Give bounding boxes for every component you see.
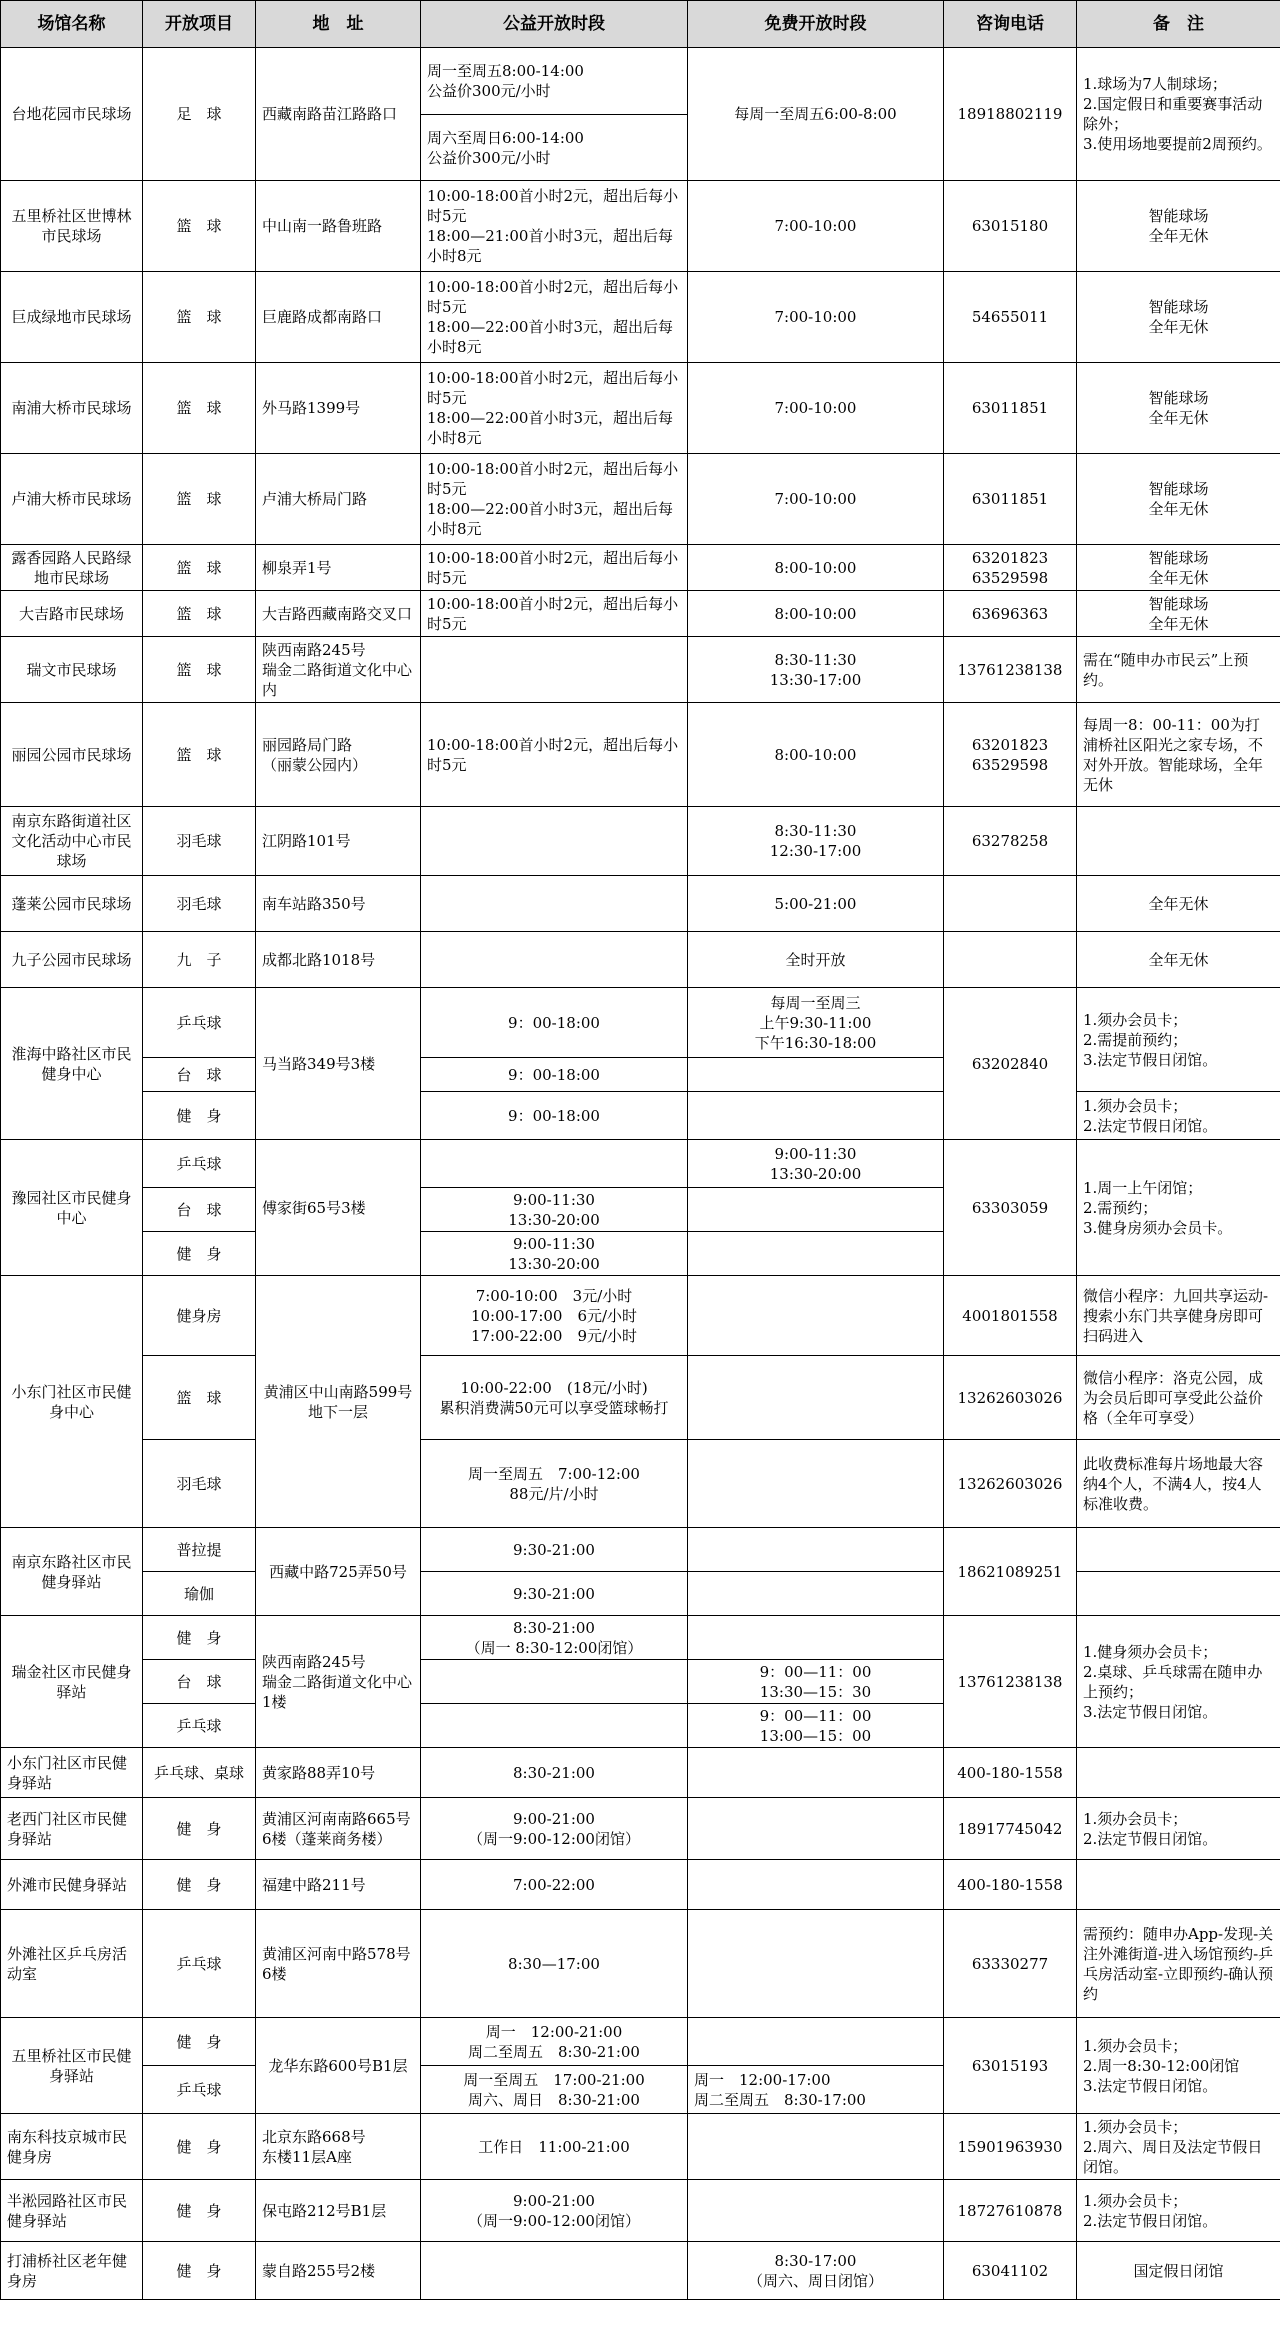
public-hours <box>421 637 688 703</box>
venue-name: 露香园路人民路绿地市民球场 <box>1 545 143 591</box>
public-hours: 9:00-11:30 13:30-20:00 <box>421 1232 688 1276</box>
table-row <box>1 2242 1280 2300</box>
address: 陕西南路245号 瑞金二路街道文化中心内 <box>256 637 421 703</box>
free-hours: 7:00-10:00 <box>688 272 944 363</box>
address: 龙华东路600号B1层 <box>256 2018 421 2114</box>
table-row <box>1 1572 1280 1616</box>
phone: 18918802119 <box>944 48 1077 181</box>
phone: 63041102 <box>944 2242 1077 2300</box>
open-item: 台 球 <box>143 1660 256 1704</box>
venue-name: 淮海中路社区市民健身中心 <box>1 988 143 1140</box>
public-hours: 10:00-18:00首小时2元，超出后每小时5元 18:00—22:00首小时3元，超出后每小时8元 <box>421 454 688 545</box>
open-item: 乒乓球 <box>143 1910 256 2018</box>
open-item: 健 身 <box>143 1232 256 1276</box>
phone: 18917745042 <box>944 1798 1077 1860</box>
address: 黄浦区中山南路599号地下一层 <box>256 1276 421 1528</box>
address: 西藏南路苗江路路口 <box>256 48 421 181</box>
table-row <box>1 932 1280 988</box>
notes-empty <box>1077 1748 1280 1798</box>
public-hours: 10:00-18:00首小时2元，超出后每小时5元 18:00—22:00首小时3元，超出后每小时8元 <box>421 272 688 363</box>
public-hours: 8:30-21:00 （周一 8:30-12:00闭馆） <box>421 1616 688 1660</box>
notes: 微信小程序：九回共享运动-搜索小东门共享健身房即可扫码进入 <box>1077 1276 1280 1356</box>
notes: 每周一8：00-11：00为打浦桥社区阳光之家专场，不对外开放。智能球场，全年无休 <box>1077 703 1280 807</box>
header-notes: 备 注 <box>1077 1 1280 48</box>
phone: 15901963930 <box>944 2114 1077 2180</box>
free-hours-empty <box>688 1860 944 1910</box>
notes: 需在“随申办市民云”上预约。 <box>1077 637 1280 703</box>
open-item: 台 球 <box>143 1058 256 1092</box>
public-hours: 10:00-18:00首小时2元，超出后每小时5元 18:00—22:00首小时3元，超出后每小时8元 <box>421 363 688 454</box>
free-hours-empty <box>688 1616 944 1660</box>
open-item: 羽毛球 <box>143 876 256 932</box>
phone: 63330277 <box>944 1910 1077 2018</box>
address: 马当路349号3楼 <box>256 988 421 1140</box>
open-item: 足 球 <box>143 48 256 181</box>
open-item: 瑜伽 <box>143 1572 256 1616</box>
phone: 13262603026 <box>944 1356 1077 1440</box>
header-open-item: 开放项目 <box>143 1 256 48</box>
address: 蒙自路255号2楼 <box>256 2242 421 2300</box>
venue-name: 瑞金社区市民健身驿站 <box>1 1616 143 1748</box>
open-item: 健 身 <box>143 2180 256 2242</box>
header-phone: 咨询电话 <box>944 1 1077 48</box>
phone: 63015180 <box>944 181 1077 272</box>
notes: 全年无休 <box>1077 932 1280 988</box>
free-hours: 9：00—11：00 13:30—15：30 <box>688 1660 944 1704</box>
free-hours-empty <box>688 1092 944 1140</box>
address: 中山南一路鲁班路 <box>256 181 421 272</box>
phone: 4001801558 <box>944 1276 1077 1356</box>
venue-name: 台地花园市民球场 <box>1 48 143 181</box>
public-hours <box>421 932 688 988</box>
phone: 54655011 <box>944 272 1077 363</box>
table-row <box>1 272 1280 363</box>
public-hours: 7:00-10:00 3元/小时 10:00-17:00 6元/小时 17:00-22:00 9元/小时 <box>421 1276 688 1356</box>
phone: 63011851 <box>944 454 1077 545</box>
phone: 400-180-1558 <box>944 1860 1077 1910</box>
table-row <box>1 181 1280 272</box>
free-hours-empty <box>688 1440 944 1528</box>
table-row <box>1 2180 1280 2242</box>
open-item: 羽毛球 <box>143 1440 256 1528</box>
phone: 13761238138 <box>944 637 1077 703</box>
public-hours: 10:00-18:00首小时2元，超出后每小时5元 <box>421 703 688 807</box>
address: 黄浦区河南中路578号6楼 <box>256 1910 421 2018</box>
free-hours: 9:00-11:30 13:30-20:00 <box>688 1140 944 1188</box>
address: 傅家街65号3楼 <box>256 1140 421 1276</box>
free-hours-empty <box>688 1058 944 1092</box>
public-hours-empty <box>421 1704 688 1748</box>
address: 江阴路101号 <box>256 807 421 876</box>
public-hours-empty <box>421 1660 688 1704</box>
free-hours-empty <box>688 1276 944 1356</box>
public-hours: 工作日 11:00-21:00 <box>421 2114 688 2180</box>
free-hours: 每周一至周三 上午9:30-11:00 下午16:30-18:00 <box>688 988 944 1058</box>
table-row <box>1 2018 1280 2066</box>
free-hours-empty <box>688 1748 944 1798</box>
address: 柳泉弄1号 <box>256 545 421 591</box>
public-hours: 9：00-18:00 <box>421 1058 688 1092</box>
venue-name: 瑞文市民球场 <box>1 637 143 703</box>
notes: 此收费标准每片场地最大容纳4个人，不满4人，按4人标准收费。 <box>1077 1440 1280 1528</box>
address: 南车站路350号 <box>256 876 421 932</box>
address: 大吉路西藏南路交叉口 <box>256 591 421 637</box>
venue-name: 南京东路社区市民健身驿站 <box>1 1528 143 1616</box>
table-row <box>1 1748 1280 1798</box>
free-hours-empty <box>688 2180 944 2242</box>
phone: 63201823 63529598 <box>944 703 1077 807</box>
table-row <box>1 1092 1280 1140</box>
free-hours: 每周一至周五6:00-8:00 <box>688 48 944 181</box>
venue-name: 老西门社区市民健身驿站 <box>1 1798 143 1860</box>
notes: 1.须办会员卡； 2.法定节假日闭馆。 <box>1077 1798 1280 1860</box>
venue-name: 巨成绿地市民球场 <box>1 272 143 363</box>
public-hours: 10:00-18:00首小时2元，超出后每小时5元 <box>421 545 688 591</box>
header-free-hours: 免费开放时段 <box>688 1 944 48</box>
notes: 智能球场 全年无休 <box>1077 545 1280 591</box>
table-row <box>1 1798 1280 1860</box>
venue-name: 蓬莱公园市民球场 <box>1 876 143 932</box>
free-hours-empty <box>688 1572 944 1616</box>
free-hours-empty <box>688 1910 944 2018</box>
venue-name: 小东门社区市民健身驿站 <box>1 1748 143 1798</box>
notes: 需预约：随申办App-发现-关注外滩街道-进入场馆预约-乒乓房活动室-立即预约-确认预约 <box>1077 1910 1280 2018</box>
open-item: 台 球 <box>143 1188 256 1232</box>
open-item: 篮 球 <box>143 545 256 591</box>
free-hours: 9：00—11：00 13:00—15：00 <box>688 1704 944 1748</box>
open-item: 健 身 <box>143 1798 256 1860</box>
notes: 国定假日闭馆 <box>1077 2242 1280 2300</box>
table-row <box>1 363 1280 454</box>
notes-empty <box>1077 1860 1280 1910</box>
notes: 智能球场 全年无休 <box>1077 181 1280 272</box>
venue-name: 豫园社区市民健身中心 <box>1 1140 143 1276</box>
notes: 1.须办会员卡； 2.法定节假日闭馆。 <box>1077 1092 1280 1140</box>
table-header-row <box>1 1 1280 48</box>
notes: 1.须办会员卡； 2.需提前预约； 3.法定节假日闭馆。 <box>1077 988 1280 1092</box>
public-hours: 8:30-21:00 <box>421 1748 688 1798</box>
free-hours-empty <box>688 2114 944 2180</box>
venue-name: 外滩社区乒乓房活动室 <box>1 1910 143 2018</box>
venue-name: 五里桥社区市民健身驿站 <box>1 2018 143 2114</box>
open-item: 乒乓球 <box>143 1704 256 1748</box>
public-hours: 9:00-21:00 （周一9:00-12:00闭馆） <box>421 1798 688 1860</box>
public-hours: 10:00-22:00 (18元/小时) 累积消费满50元可以享受篮球畅打 <box>421 1356 688 1440</box>
table-row <box>1 591 1280 637</box>
open-item: 普拉提 <box>143 1528 256 1572</box>
venue-name: 大吉路市民球场 <box>1 591 143 637</box>
address: 丽园路局门路 （丽蒙公园内） <box>256 703 421 807</box>
table-row <box>1 545 1280 591</box>
notes <box>1077 807 1280 876</box>
header-public-hours: 公益开放时段 <box>421 1 688 48</box>
public-hours: 9:30-21:00 <box>421 1572 688 1616</box>
open-item: 篮 球 <box>143 591 256 637</box>
free-hours-empty <box>688 1188 944 1232</box>
venue-name: 南京东路街道社区文化活动中心市民球场 <box>1 807 143 876</box>
public-hours: 8:30—17:00 <box>421 1910 688 2018</box>
table-row <box>1 48 1280 115</box>
public-hours: 周一至周五 17:00-21:00 周六、周日 8:30-21:00 <box>421 2066 688 2114</box>
notes-empty <box>1077 1528 1280 1572</box>
free-hours: 8:30-11:30 13:30-17:00 <box>688 637 944 703</box>
table-row <box>1 1528 1280 1572</box>
open-item: 篮 球 <box>143 181 256 272</box>
table-row <box>1 703 1280 807</box>
table-row <box>1 1616 1280 1660</box>
phone: 18727610878 <box>944 2180 1077 2242</box>
free-hours: 7:00-10:00 <box>688 454 944 545</box>
open-item: 健 身 <box>143 2018 256 2066</box>
notes: 1.须办会员卡； 2.周六、周日及法定节假日闭馆。 <box>1077 2114 1280 2180</box>
notes-empty <box>1077 1572 1280 1616</box>
notes: 1.球场为7人制球场； 2.国定假日和重要赛事活动除外； 3.使用场地要提前2周预约。 <box>1077 48 1280 181</box>
address: 保屯路212号B1层 <box>256 2180 421 2242</box>
notes: 全年无休 <box>1077 876 1280 932</box>
public-hours-empty <box>421 1140 688 1188</box>
table-row <box>1 2114 1280 2180</box>
header-venue-name: 场馆名称 <box>1 1 143 48</box>
public-hours: 10:00-18:00首小时2元，超出后每小时5元 <box>421 591 688 637</box>
address: 北京东路668号 东楼11层A座 <box>256 2114 421 2180</box>
venue-name: 卢浦大桥市民球场 <box>1 454 143 545</box>
open-item: 乒乓球 <box>143 988 256 1058</box>
phone: 400-180-1558 <box>944 1748 1077 1798</box>
notes: 智能球场 全年无休 <box>1077 272 1280 363</box>
free-hours: 7:00-10:00 <box>688 181 944 272</box>
table-row <box>1 1140 1280 1188</box>
venue-name: 南浦大桥市民球场 <box>1 363 143 454</box>
table-row <box>1 1860 1280 1910</box>
public-hours: 10:00-18:00首小时2元，超出后每小时5元 18:00—21:00首小时3元，超出后每小时8元 <box>421 181 688 272</box>
free-hours-empty <box>688 1528 944 1572</box>
public-hours <box>421 807 688 876</box>
venue-name: 打浦桥社区老年健身房 <box>1 2242 143 2300</box>
table-row <box>1 454 1280 545</box>
free-hours: 8:00-10:00 <box>688 545 944 591</box>
open-item: 篮 球 <box>143 272 256 363</box>
phone: 13262603026 <box>944 1440 1077 1528</box>
free-hours: 8:30-17:00 （周六、周日闭馆） <box>688 2242 944 2300</box>
address: 黄浦区河南南路665号6楼（蓬莱商务楼） <box>256 1798 421 1860</box>
free-hours: 周一 12:00-17:00 周二至周五 8:30-17:00 <box>688 2066 944 2114</box>
open-item: 健 身 <box>143 1616 256 1660</box>
table-row <box>1 876 1280 932</box>
public-hours: 9:00-11:30 13:30-20:00 <box>421 1188 688 1232</box>
open-item: 篮 球 <box>143 703 256 807</box>
phone <box>944 932 1077 988</box>
open-item: 乒乓球 <box>143 2066 256 2114</box>
free-hours: 全时开放 <box>688 932 944 988</box>
free-hours: 8:30-11:30 12:30-17:00 <box>688 807 944 876</box>
open-item: 九 子 <box>143 932 256 988</box>
address: 黄家路88弄10号 <box>256 1748 421 1798</box>
open-item: 篮 球 <box>143 1356 256 1440</box>
notes: 1.健身须办会员卡； 2.桌球、乒乓球需在随申办上预约； 3.法定节假日闭馆。 <box>1077 1616 1280 1748</box>
venue-name: 半淞园路社区市民健身驿站 <box>1 2180 143 2242</box>
phone: 63278258 <box>944 807 1077 876</box>
open-item: 健 身 <box>143 1860 256 1910</box>
address: 福建中路211号 <box>256 1860 421 1910</box>
open-item: 羽毛球 <box>143 807 256 876</box>
open-item: 健 身 <box>143 1092 256 1140</box>
phone: 63011851 <box>944 363 1077 454</box>
free-hours-empty <box>688 1798 944 1860</box>
address: 巨鹿路成都南路口 <box>256 272 421 363</box>
open-item: 健 身 <box>143 2114 256 2180</box>
notes: 微信小程序：洛克公园，成为会员后即可享受此公益价格（全年可享受） <box>1077 1356 1280 1440</box>
notes: 1.周一上午闭馆； 2.需预约； 3.健身房须办会员卡。 <box>1077 1140 1280 1276</box>
venue-name: 外滩市民健身驿站 <box>1 1860 143 1910</box>
phone <box>944 876 1077 932</box>
phone: 63201823 63529598 <box>944 545 1077 591</box>
table-row <box>1 988 1280 1058</box>
open-item: 乒乓球、桌球 <box>143 1748 256 1798</box>
public-hours: 9：00-18:00 <box>421 1092 688 1140</box>
address: 卢浦大桥局门路 <box>256 454 421 545</box>
public-hours-empty <box>421 2242 688 2300</box>
address: 外马路1399号 <box>256 363 421 454</box>
header-address: 地 址 <box>256 1 421 48</box>
public-hours: 周一 12:00-21:00 周二至周五 8:30-21:00 <box>421 2018 688 2066</box>
notes: 智能球场 全年无休 <box>1077 363 1280 454</box>
venue-name: 南东科技京城市民健身房 <box>1 2114 143 2180</box>
open-item: 健身房 <box>143 1276 256 1356</box>
phone: 63015193 <box>944 2018 1077 2114</box>
free-hours: 8:00-10:00 <box>688 703 944 807</box>
notes: 1.须办会员卡； 2.周一8:30-12:00闭馆 3.法定节假日闭馆。 <box>1077 2018 1280 2114</box>
public-hours: 7:00-22:00 <box>421 1860 688 1910</box>
open-item: 篮 球 <box>143 637 256 703</box>
free-hours-empty <box>688 1356 944 1440</box>
address: 成都北路1018号 <box>256 932 421 988</box>
public-hours: 周一至周五 7:00-12:00 88元/片/小时 <box>421 1440 688 1528</box>
public-hours <box>421 876 688 932</box>
free-hours: 5:00-21:00 <box>688 876 944 932</box>
open-item: 篮 球 <box>143 363 256 454</box>
public-hours: 9:30-21:00 <box>421 1528 688 1572</box>
free-hours: 8:00-10:00 <box>688 591 944 637</box>
free-hours-empty <box>688 1232 944 1276</box>
open-item: 健 身 <box>143 2242 256 2300</box>
notes: 智能球场 全年无休 <box>1077 454 1280 545</box>
venue-name: 五里桥社区世博林市民球场 <box>1 181 143 272</box>
table-row <box>1 807 1280 876</box>
open-item: 篮 球 <box>143 454 256 545</box>
phone: 63202840 <box>944 988 1077 1140</box>
open-item: 乒乓球 <box>143 1140 256 1188</box>
notes: 1.须办会员卡； 2.法定节假日闭馆。 <box>1077 2180 1280 2242</box>
address: 陕西南路245号 瑞金二路街道文化中心1楼 <box>256 1616 421 1748</box>
address: 西藏中路725弄50号 <box>256 1528 421 1616</box>
table-row <box>1 1356 1280 1440</box>
public-hours: 9：00-18:00 <box>421 988 688 1058</box>
public-hours: 9:00-21:00 （周一9:00-12:00闭馆） <box>421 2180 688 2242</box>
venue-name: 小东门社区市民健身中心 <box>1 1276 143 1528</box>
phone: 13761238138 <box>944 1616 1077 1748</box>
phone: 18621089251 <box>944 1528 1077 1616</box>
table-row <box>1 1910 1280 2018</box>
venue-name: 丽园公园市民球场 <box>1 703 143 807</box>
notes: 智能球场 全年无休 <box>1077 591 1280 637</box>
table-row <box>1 1440 1280 1528</box>
table-row <box>1 637 1280 703</box>
phone: 63303059 <box>944 1140 1077 1276</box>
free-hours-empty <box>688 2018 944 2066</box>
venue-name: 九子公园市民球场 <box>1 932 143 988</box>
table-row <box>1 1276 1280 1356</box>
free-hours: 7:00-10:00 <box>688 363 944 454</box>
phone: 63696363 <box>944 591 1077 637</box>
public-hours: 周一至周五8:00-14:00 公益价300元/小时 <box>421 48 688 115</box>
public-hours: 周六至周日6:00-14:00 公益价300元/小时 <box>421 115 688 181</box>
